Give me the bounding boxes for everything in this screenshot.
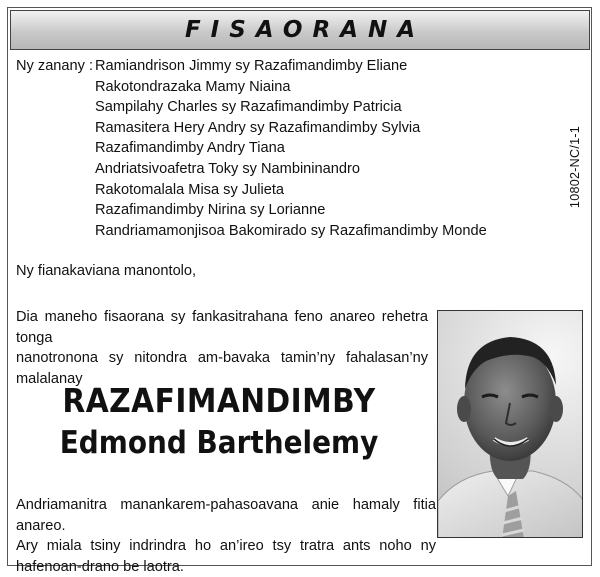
family-list (16, 56, 487, 241)
family-row (16, 56, 487, 77)
family-row (16, 200, 487, 221)
family-row (16, 221, 487, 242)
family-row (16, 138, 487, 159)
message-line: nanotronona sy nitondra am-bavaka tamin’ny fahalasan’ny (16, 350, 428, 367)
family-member: Sampilahy Charles sy Razafimandimby Patricia (95, 99, 402, 116)
family-member: Ramiandrison Jimmy sy Razafimandimby Eliane (95, 58, 408, 74)
family-label: Ny zanany : (16, 58, 94, 74)
closing-line: Andriamanitra manankarem-pahasoavana anie hamaly fitia anareo. (16, 497, 436, 534)
closing-line: hafenoan-drano be laotra. (16, 558, 184, 575)
family-row (16, 159, 487, 180)
header-banner (10, 10, 590, 50)
deceased-name (16, 380, 422, 464)
portrait-illustration (438, 311, 583, 538)
family-member: Rakotomalala Misa sy Julieta (95, 181, 284, 198)
portrait-photo (437, 310, 583, 538)
thanks-message (16, 307, 428, 389)
family-member: Razafimandimby Nirina sy Lorianne (95, 202, 326, 219)
closing-line: Ary miala tsiny indrindra ho an’ireo tsy tratra ants noho ny (16, 538, 436, 555)
family-row (16, 77, 487, 98)
greeting: Ny fianakaviana manontolo, (16, 263, 197, 279)
deceased-given-names: Edmond Barthelemy (59, 425, 379, 461)
notice-title: FISAORANA (184, 17, 426, 43)
family-row (16, 180, 487, 201)
family-member: Andriatsivoafetra Toky sy Nambininandro (95, 160, 360, 177)
message-line: Dia maneho fisaorana sy fankasitrahana feno anareo rehetra tonga (16, 309, 428, 346)
family-member: Ramasitera Hery Andry sy Razafimandimby Sylvia (95, 119, 421, 136)
family-member: Rakotondrazaka Mamy Niaina (95, 78, 291, 95)
message-line: malalanay (16, 370, 83, 387)
family-member: Razafimandimby Andry Tiana (95, 140, 285, 157)
deceased-surname: RAZAFIMANDIMBY (62, 381, 376, 420)
closing-message (16, 495, 436, 577)
family-row (16, 97, 487, 118)
reference-code: 10802-NC/1-1 (568, 125, 582, 209)
family-member: Randriamamonjisoa Bakomirado sy Razafimandimby Monde (95, 222, 487, 239)
family-row (16, 118, 487, 139)
